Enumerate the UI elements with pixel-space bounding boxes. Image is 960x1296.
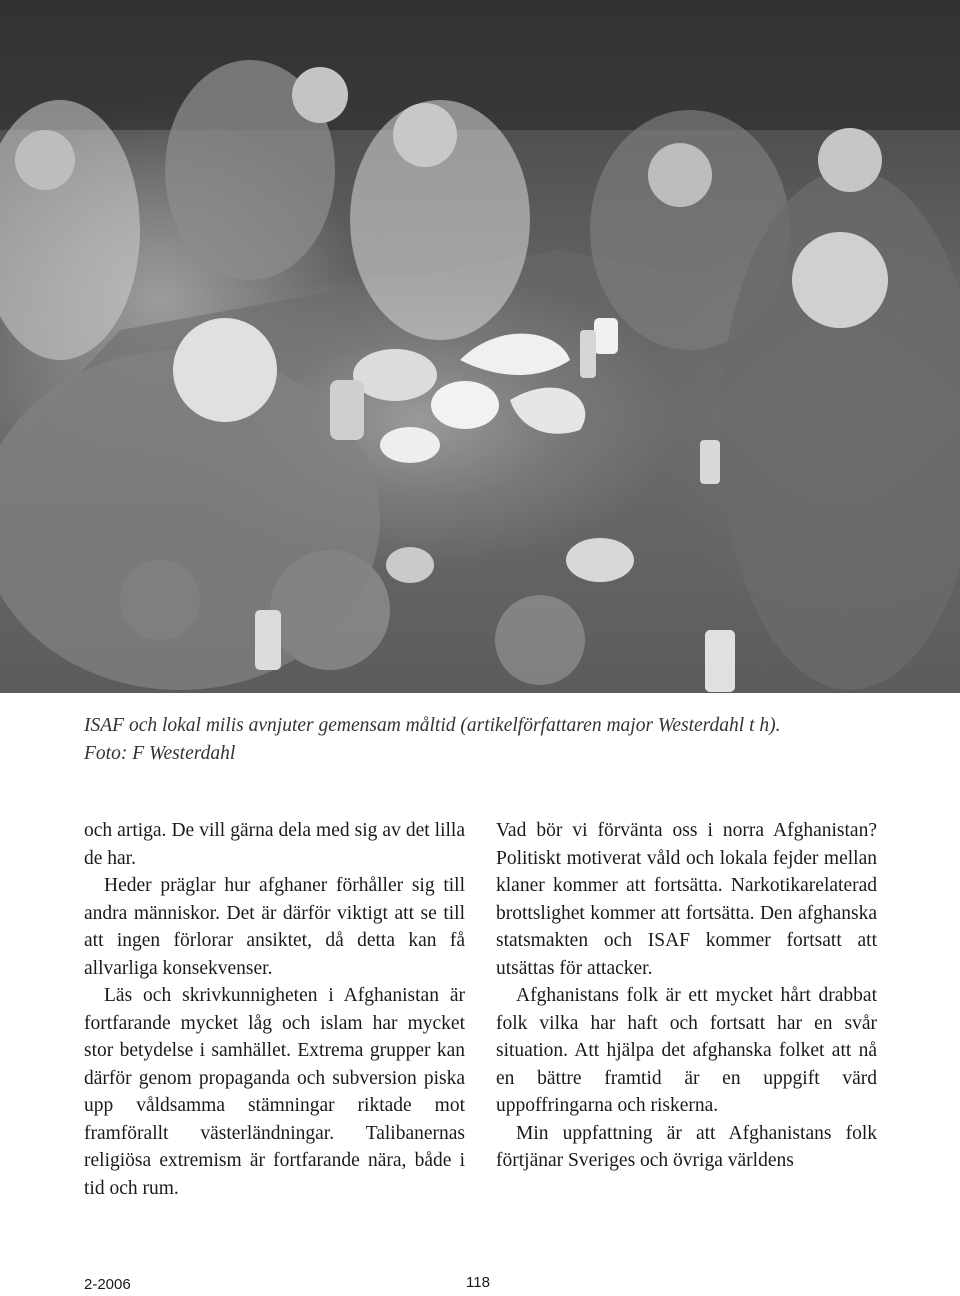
- right-paragraph-2: Afghanistans folk är ett mycket hårt drabbat folk vilka har haft och fortsatt har en svår situation. Att hjälpa det afghanska folket att nå en bättre framtid är en uppgift värd uppoffringarna och riskerna.: [496, 985, 877, 1116]
- right-column: [496, 817, 877, 1175]
- right-paragraph-1: Vad bör vi förvänta oss i norra Afghanistan? Politiskt motiverat våld och lokala fejder mellan klaner kommer att fortsätta. Narkotikarelaterad brottslighet kommer att fortsätta. Den afghanska statsmakten och ISAF kommer fortsatt att utsättas för attacker.: [496, 820, 877, 979]
- caption-credit: Foto: F Westerdahl: [84, 743, 236, 764]
- issue-number: 2-2006: [84, 1276, 131, 1293]
- caption-line-1: ISAF och lokal milis avnjuter gemensam måltid (artikelförfattaren major Westerdahl t h).: [84, 715, 781, 736]
- left-column: [84, 817, 465, 1202]
- photo-caption: [84, 712, 874, 768]
- left-paragraph-3: Läs och skrivkunnigheten i Afghanistan är fortfarande mycket låg och islam har mycket stor betydelse i samhället. Extrema grupper kan därför genom propaganda och subversion piska upp våldsamma stämningar riktade mot framförallt västerländningar. Talibanernas religiösa extremism är fortfarande nära, både i tid och rum.: [84, 985, 465, 1199]
- left-paragraph-2: Heder präglar hur afghaner förhåller sig till andra människor. Det är därför viktigt att se till att ingen förlorar ansiktet, då detta kan få allvarliga konsekvenser.: [84, 875, 465, 979]
- left-paragraph-1: och artiga. De vill gärna dela med sig av det lilla de har.: [84, 820, 465, 869]
- page-number: 118: [466, 1274, 490, 1291]
- right-paragraph-3: Min uppfattning är att Afghanistans folk förtjänar Sveriges och övriga världens: [496, 1122, 877, 1171]
